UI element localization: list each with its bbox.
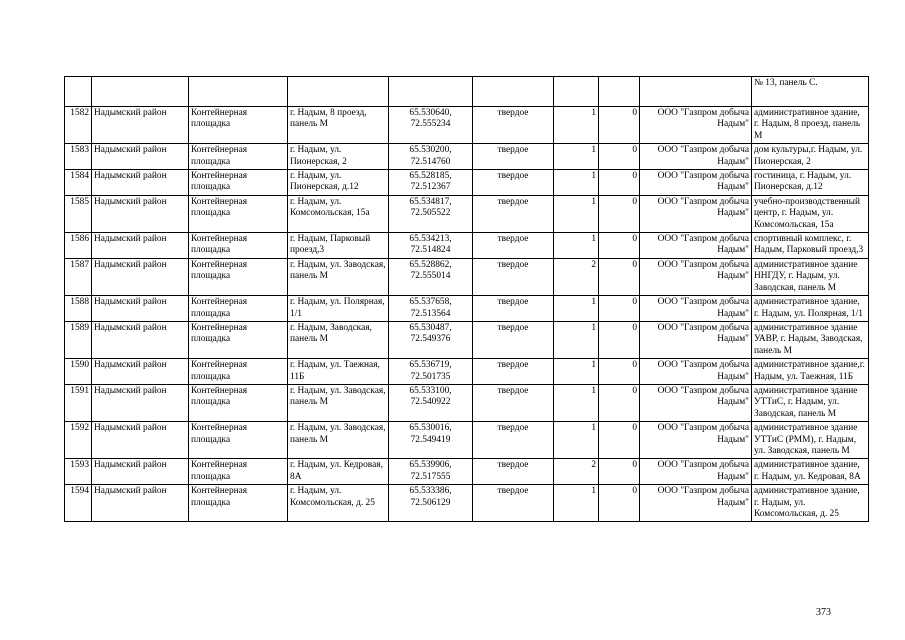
- cell-address: г. Надым, Заводская, панель М: [288, 321, 389, 358]
- cell-source: гостиница, г. Надым, ул. Пионерская, д.12: [752, 170, 869, 196]
- cell-bins: 0: [599, 195, 640, 232]
- cell-type: Контейнерная площадка: [189, 107, 288, 144]
- cell-coordinates: [389, 77, 473, 107]
- table-row: [65, 233, 869, 259]
- cell-coordinates: 65.533100, 72.540922: [389, 384, 473, 421]
- cell-district: Надымский район: [92, 170, 189, 196]
- cell-source: административное здание,г. Надым, ул. Таежная, 11Б: [752, 359, 869, 385]
- cell-containers: 1: [554, 384, 599, 421]
- cell-owner: ООО "Газпром добыча Надым": [640, 485, 752, 522]
- cell-bins: 0: [599, 144, 640, 170]
- cell-source: административное здание УАВР, г. Надым, Заводская, панель М: [752, 321, 869, 358]
- cell-containers: 2: [554, 459, 599, 485]
- cell-coverage: твердое: [473, 296, 554, 322]
- cell-bins: 0: [599, 296, 640, 322]
- cell-containers: 1: [554, 170, 599, 196]
- cell-address: г. Надым, Парковый проезд,3: [288, 233, 389, 259]
- cell-district: [92, 77, 189, 107]
- table-row: [65, 258, 869, 295]
- cell-address: г. Надым, ул. Заводская, панель М: [288, 384, 389, 421]
- cell-bins: 0: [599, 459, 640, 485]
- cell-district: Надымский район: [92, 485, 189, 522]
- cell-owner: ООО "Газпром добыча Надым": [640, 170, 752, 196]
- cell-containers: 1: [554, 321, 599, 358]
- cell-address: г. Надым, ул. Кедровая, 8А: [288, 459, 389, 485]
- cell-district: Надымский район: [92, 107, 189, 144]
- cell-address: г. Надым, ул. Комсомольская, 15а: [288, 195, 389, 232]
- cell-bins: 0: [599, 258, 640, 295]
- cell-coordinates: 65.534817, 72.505522: [389, 195, 473, 232]
- cell-type: Контейнерная площадка: [189, 485, 288, 522]
- cell-number: 1590: [65, 359, 92, 385]
- cell-district: Надымский район: [92, 359, 189, 385]
- cell-containers: 1: [554, 485, 599, 522]
- cell-source: спортивный комплекс, г. Надым, Парковый проезд,3: [752, 233, 869, 259]
- registry-table: [64, 76, 869, 522]
- cell-number: 1583: [65, 144, 92, 170]
- table-row: [65, 170, 869, 196]
- cell-coverage: [473, 77, 554, 107]
- cell-bins: 0: [599, 359, 640, 385]
- cell-coordinates: 65.536719, 72.501735: [389, 359, 473, 385]
- cell-district: Надымский район: [92, 321, 189, 358]
- cell-coordinates: 65.534213, 72.514824: [389, 233, 473, 259]
- cell-bins: 0: [599, 107, 640, 144]
- cell-source: административное здание, г. Надым, ул. Кедровая, 8А: [752, 459, 869, 485]
- cell-source: административное здание ННГДУ, г. Надым, ул. Заводская, панель М: [752, 258, 869, 295]
- cell-owner: ООО "Газпром добыча Надым": [640, 144, 752, 170]
- cell-coverage: твердое: [473, 459, 554, 485]
- cell-owner: ООО "Газпром добыча Надым": [640, 296, 752, 322]
- cell-address: г. Надым, ул. Полярная, 1/1: [288, 296, 389, 322]
- cell-bins: [599, 77, 640, 107]
- cell-number: 1582: [65, 107, 92, 144]
- cell-number: 1584: [65, 170, 92, 196]
- cell-type: Контейнерная площадка: [189, 258, 288, 295]
- cell-number: 1593: [65, 459, 92, 485]
- cell-coordinates: 65.530016, 72.549419: [389, 422, 473, 459]
- page-number: 373: [816, 607, 831, 618]
- cell-owner: ООО "Газпром добыча Надым": [640, 422, 752, 459]
- cell-type: Контейнерная площадка: [189, 170, 288, 196]
- cell-containers: 1: [554, 107, 599, 144]
- table-row: [65, 422, 869, 459]
- cell-district: Надымский район: [92, 233, 189, 259]
- cell-bins: 0: [599, 422, 640, 459]
- cell-coordinates: 65.530200, 72.514760: [389, 144, 473, 170]
- table-row: [65, 195, 869, 232]
- cell-coordinates: 65.530487, 72.549376: [389, 321, 473, 358]
- cell-coverage: твердое: [473, 170, 554, 196]
- cell-district: Надымский район: [92, 195, 189, 232]
- cell-address: г. Надым, 8 проезд, панель М: [288, 107, 389, 144]
- cell-coverage: твердое: [473, 359, 554, 385]
- cell-owner: ООО "Газпром добыча Надым": [640, 321, 752, 358]
- cell-coordinates: 65.528185, 72.512367: [389, 170, 473, 196]
- cell-coverage: твердое: [473, 233, 554, 259]
- cell-district: Надымский район: [92, 144, 189, 170]
- cell-district: Надымский район: [92, 296, 189, 322]
- cell-address: г. Надым, ул. Таежная, 11Б: [288, 359, 389, 385]
- cell-coordinates: 65.539906, 72.517555: [389, 459, 473, 485]
- cell-owner: [640, 77, 752, 107]
- table-row: [65, 296, 869, 322]
- cell-bins: 0: [599, 170, 640, 196]
- cell-type: Контейнерная площадка: [189, 422, 288, 459]
- cell-type: Контейнерная площадка: [189, 195, 288, 232]
- table-row: [65, 359, 869, 385]
- table-row: [65, 321, 869, 358]
- cell-address: г. Надым, ул. Комсомольская, д. 25: [288, 485, 389, 522]
- cell-number: 1585: [65, 195, 92, 232]
- cell-containers: 1: [554, 233, 599, 259]
- cell-source: № 13, панель С.: [752, 77, 869, 107]
- cell-coverage: твердое: [473, 107, 554, 144]
- cell-type: Контейнерная площадка: [189, 233, 288, 259]
- cell-containers: 2: [554, 258, 599, 295]
- cell-address: г. Надым, ул. Пионерская, 2: [288, 144, 389, 170]
- cell-bins: 0: [599, 233, 640, 259]
- cell-address: г. Надым, ул. Заводская, панель М: [288, 422, 389, 459]
- cell-district: Надымский район: [92, 459, 189, 485]
- cell-source: административное здание, г. Надым, ул. Полярная, 1/1: [752, 296, 869, 322]
- cell-containers: [554, 77, 599, 107]
- cell-source: учебно-производственный центр, г. Надым, ул. Комсомольская, 15а: [752, 195, 869, 232]
- cell-owner: ООО "Газпром добыча Надым": [640, 359, 752, 385]
- cell-district: Надымский район: [92, 422, 189, 459]
- cell-type: [189, 77, 288, 107]
- cell-number: 1586: [65, 233, 92, 259]
- cell-containers: 1: [554, 195, 599, 232]
- cell-number: 1589: [65, 321, 92, 358]
- cell-containers: 1: [554, 359, 599, 385]
- cell-owner: ООО "Газпром добыча Надым": [640, 459, 752, 485]
- cell-source: административное здание УТТиС (РММ), г. Надым, ул. Заводская, панель М: [752, 422, 869, 459]
- cell-owner: ООО "Газпром добыча Надым": [640, 258, 752, 295]
- table-row: [65, 144, 869, 170]
- cell-owner: ООО "Газпром добыча Надым": [640, 384, 752, 421]
- cell-type: Контейнерная площадка: [189, 296, 288, 322]
- table-row: [65, 107, 869, 144]
- cell-district: Надымский район: [92, 384, 189, 421]
- cell-source: административное здание, г. Надым, ул. Комсомольская, д. 25: [752, 485, 869, 522]
- cell-number: 1588: [65, 296, 92, 322]
- cell-type: Контейнерная площадка: [189, 384, 288, 421]
- cell-type: Контейнерная площадка: [189, 459, 288, 485]
- cell-source: административное здание, г. Надым, 8 проезд, панель М: [752, 107, 869, 144]
- cell-address: [288, 77, 389, 107]
- cell-bins: 0: [599, 384, 640, 421]
- cell-address: г. Надым, ул. Пионерская, д.12: [288, 170, 389, 196]
- table-row-continuation: [65, 77, 869, 107]
- cell-district: Надымский район: [92, 258, 189, 295]
- cell-containers: 1: [554, 296, 599, 322]
- cell-coverage: твердое: [473, 422, 554, 459]
- cell-coordinates: 65.533386, 72.506129: [389, 485, 473, 522]
- cell-address: г. Надым, ул. Заводская, панель М: [288, 258, 389, 295]
- cell-coordinates: 65.528862, 72.555014: [389, 258, 473, 295]
- cell-coverage: твердое: [473, 384, 554, 421]
- cell-coverage: твердое: [473, 321, 554, 358]
- cell-type: Контейнерная площадка: [189, 144, 288, 170]
- cell-number: [65, 77, 92, 107]
- cell-containers: 1: [554, 144, 599, 170]
- cell-coordinates: 65.537658, 72.513564: [389, 296, 473, 322]
- cell-number: 1591: [65, 384, 92, 421]
- table-body: [65, 77, 869, 522]
- cell-coverage: твердое: [473, 144, 554, 170]
- cell-owner: ООО "Газпром добыча Надым": [640, 195, 752, 232]
- table-row: [65, 485, 869, 522]
- cell-source: дом культуры,г. Надым, ул. Пионерская, 2: [752, 144, 869, 170]
- cell-bins: 0: [599, 321, 640, 358]
- cell-source: административное здание УТТиС, г. Надым, ул. Заводская, панель М: [752, 384, 869, 421]
- cell-number: 1587: [65, 258, 92, 295]
- cell-owner: ООО "Газпром добыча Надым": [640, 233, 752, 259]
- table-row: [65, 459, 869, 485]
- cell-number: 1594: [65, 485, 92, 522]
- table-row: [65, 384, 869, 421]
- cell-owner: ООО "Газпром добыча Надым": [640, 107, 752, 144]
- cell-containers: 1: [554, 422, 599, 459]
- cell-coordinates: 65.530640, 72.555234: [389, 107, 473, 144]
- cell-number: 1592: [65, 422, 92, 459]
- cell-coverage: твердое: [473, 258, 554, 295]
- cell-type: Контейнерная площадка: [189, 321, 288, 358]
- cell-bins: 0: [599, 485, 640, 522]
- cell-coverage: твердое: [473, 195, 554, 232]
- cell-coverage: твердое: [473, 485, 554, 522]
- cell-type: Контейнерная площадка: [189, 359, 288, 385]
